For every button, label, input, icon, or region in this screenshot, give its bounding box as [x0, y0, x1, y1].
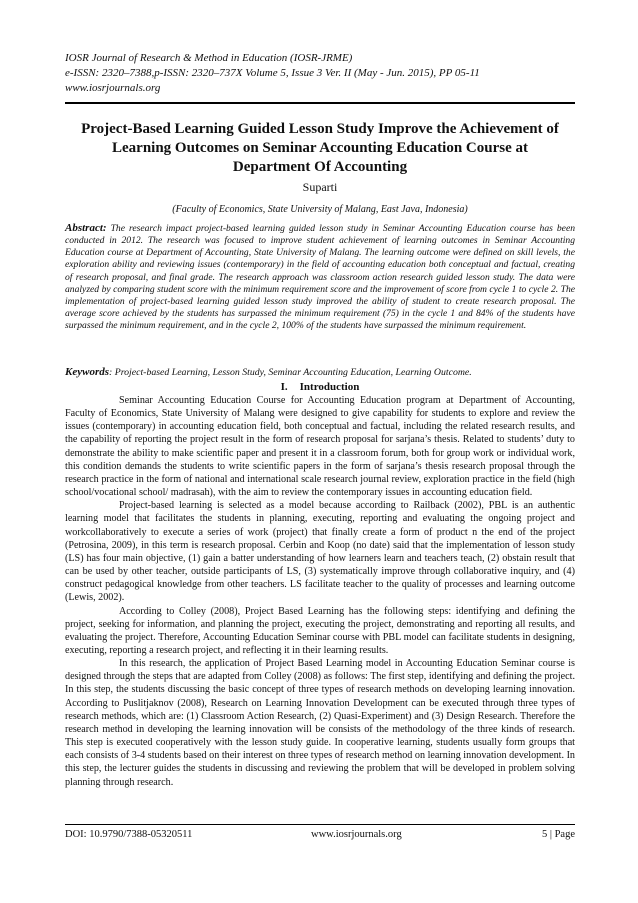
abstract-text: The research impact project-based learning guided lesson study in Seminar Accounting Education course has been conducted in 2012. The research was focused to improve student achievement of learning outcomes in Seminar Accounting Education course at Department of Accounting, State University of Malang. The learning outcome were defined on skill levels, the exploration ability and reviewing issues (contemporary) in the field of accounting education both conceptual and factual, creating of research proposal, and final grade. The research approach was classroom action research guided lesson study. The data were analyzed by comparing student score with the minimum requirement score and the improvement of score from cycle 1 to cycle 2. The implementation of project-based learning guided lesson study improved the ability of student to create research proposal. The average score achieved by the students has surpassed the minimum requirement (75) in the cycle 1 and 84% of the students have surpassed the minimum requirement, and in the cycle 2, 100% of the students have surpassed the minimum requirement.	[65, 223, 575, 332]
paper-title: Project-Based Learning Guided Lesson Study Improve the Achievement of Learning Outcomes on Seminar Accounting Education Course at Department Of Accounting	[81, 121, 559, 175]
keywords-label: Keywords	[65, 366, 109, 378]
keywords	[65, 366, 575, 378]
keywords-text: : Project-based Learning, Lesson Study, Seminar Accounting Education, Learning Outcome.	[109, 367, 472, 378]
body-paragraph: Seminar Accounting Education Course for Accounting Education program at Department of Accounting, Faculty of Economics, State University of Malang were designed to give capability for students to explore and review the issues (contemporary) in accounting education field, both conceptual and factual, including the related research results, and the capability of reporting the project result in the form of research proposal for sarjana’s thesis. Related to students’ duty to demonstrate the ability to make scientific paper and present it in a classroom forum, both for group work or individual work, this condition demands the students to write scientific papers in the form of sarjana’s thesis research proposal through the research practice in the form of national and international scale research journal review, exploration practice in the field (high school/vocational school/ madrasah), with the aim to review the contemporary issues in accounting education field.	[65, 395, 575, 499]
journal-header	[65, 51, 575, 96]
footer-divider	[65, 824, 575, 825]
footer-page-number: 5 | Page	[541, 829, 575, 840]
body-paragraph: According to Colley (2008), Project Based Learning has the following steps: identifying and defining the project, seeking for information, and planning the project, executing the project, demonstrating and reporting all results, and evaluating the project. Therefore, Accounting Education Seminar course with PBL model can facilitate students in designing, executing, reporting a research project, and reflecting it in their learning results.	[65, 605, 575, 656]
body-text	[65, 394, 575, 789]
body-paragraph: Project-based learning is selected as a model because according to Railback (2002), PBL is an authentic learning model that facilitates the students in planning, executing, reporting and evaluating the ongoing project and workcollaboratively to execute a series of work (project) that finally create a form of product n the end of the project (Petrosina, 2009), in this term is research proposal. Cerbin and Koop (no date) said that the implementation of lesson study (LS) has four main objective, (1) gain a batter understanding of how learners learn and teachers teach, (2) obstain result that can be used by other teacher, outside participants of LS, (3) systematically improve through collaborative inquiry, and (4) construct pedagogical knowledge from other teachers. LS facilitate teacher to the quality of processes and learning outcome (Lewis, 2002).	[65, 500, 575, 604]
abstract	[65, 222, 575, 332]
section-number: I.	[280, 381, 288, 393]
abstract-label: Abstract:	[65, 222, 107, 234]
author-name: Suparti	[302, 180, 338, 194]
header-divider	[65, 102, 575, 104]
footer-website: www.iosrjournals.org	[311, 829, 402, 840]
journal-name: IOSR Journal of Research & Method in Education (IOSR-JRME)	[65, 52, 353, 64]
author-affiliation: (Faculty of Economics, State University of Malang, East Java, Indonesia)	[172, 204, 468, 215]
section-title: Introduction	[299, 381, 360, 393]
journal-issn: e-ISSN: 2320–7388,p-ISSN: 2320–737X Volume 5, Issue 3 Ver. II (May - Jun. 2015), PP 05-11	[65, 67, 480, 79]
body-paragraph: In this research, the application of Project Based Learning model in Accounting Education Seminar course is designed through the steps that are adapted from Colley (2008) as follows: The first step, identifying and defining the project. In this step, the students discussing the basic concept of three types of research methods on developing learning innovation. According to Puslitjaknov (2008), Research on Learning Innovation Development can be executed through three types of research methods, which are: (1) Classroom Action Research, (2) Quasi-Experiment) and (3) Design Research. Therefore the research method in developing the learning innovation will be consists of the methodology of the three kinds of research. This step is executed cooperatively with the lesson study guide. In cooperative learning, students usually form groups that each consists of 3-4 students based on their interest on three types of research method on learning innovation development. In this step, the lecturer guides the students in discussing and reviewing the problem that will be developed in problem solving planning through research.	[65, 658, 575, 788]
journal-website: www.iosrjournals.org	[65, 82, 161, 94]
footer-doi: DOI: 10.9790/7388-05320511	[65, 829, 193, 840]
section-heading	[65, 381, 575, 393]
